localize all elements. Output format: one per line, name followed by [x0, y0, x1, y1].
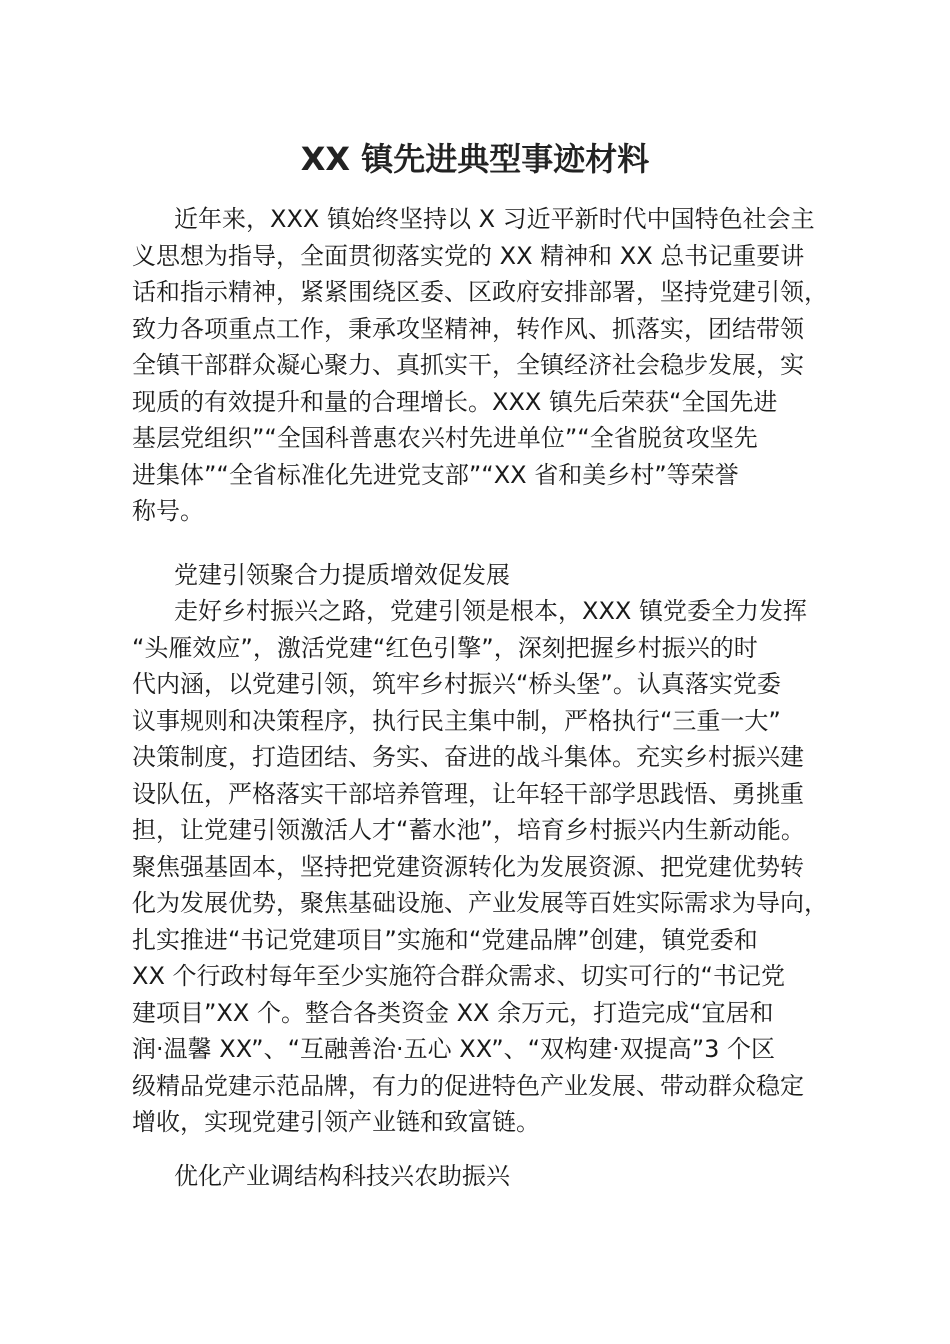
- intro-line: 义思想为指导，全面贯彻落实党的 XX 精神和 XX 总书记重要讲: [132, 241, 805, 270]
- body-line: 扎实推进“书记党建项目”实施和“党建品牌”创建，镇党委和: [132, 925, 758, 954]
- section-heading-text: 优化产业调结构科技兴农助振兴: [174, 1162, 510, 1190]
- body-line: “头雁效应”，激活党建“红色引擎”，深刻把握乡村振兴的时: [132, 633, 758, 662]
- intro-line: 全镇干部群众凝心聚力、真抓实干，全镇经济社会稳步发展，实: [132, 351, 804, 379]
- body-line: 润·温馨 XX”、“互融善治·五心 XX”、“双构建·双提高”3 个区: [132, 1035, 776, 1063]
- body-line: 聚焦强基固本，坚持把党建资源转化为发展资源、把党建优势转: [132, 852, 804, 881]
- document-title: XX 镇先进典型事迹材料: [300, 140, 650, 178]
- intro-paragraph: [132, 201, 872, 530]
- intro-line: 现质的有效提升和量的合理增长。XXX 镇先后荣获“全国先进: [132, 387, 778, 416]
- intro-line: 进集体”“全省标准化先进党支部”“XX 省和美乡村”等荣誉: [132, 460, 739, 489]
- body-line: 级精品党建示范品牌，有力的促进特色产业发展、带动群众稳定: [132, 1071, 804, 1100]
- intro-line: 致力各项重点工作，秉承攻坚精神，转作风、抓落实，团结带领: [132, 314, 804, 343]
- intro-line: 基层党组织”“全国科普惠农兴村先进单位”“全省脱贫攻坚先: [132, 424, 758, 452]
- body-line: 代内涵，以党建引领，筑牢乡村振兴“桥头堡”。认真落实党委: [132, 670, 781, 698]
- body-line: 决策制度，打造团结、务实、奋进的战斗集体。充实乡村振兴建: [132, 743, 804, 771]
- section-heading-party-building: [132, 557, 872, 594]
- section-body-party-building: [132, 593, 872, 1141]
- body-line: 担，让党建引领激活人才“蓄水池”，培育乡村振兴内生新动能。: [132, 816, 805, 844]
- body-line: 走好乡村振兴之路，党建引领是根本，XXX 镇党委全力发挥: [174, 597, 807, 625]
- section-heading-industry: [132, 1158, 872, 1195]
- body-line: 增收，实现党建引领产业链和致富链。: [132, 1108, 540, 1136]
- body-line: 化为发展优势，聚焦基础设施、产业发展等百姓实际需求为导向，: [132, 889, 828, 917]
- body-line: XX 个行政村每年至少实施符合群众需求、切实可行的“书记党: [132, 962, 785, 990]
- section-heading-text: 党建引领聚合力提质增效促发展: [174, 561, 510, 589]
- intro-line: 近年来，XXX 镇始终坚持以 X 习近平新时代中国特色社会主: [174, 205, 815, 233]
- intro-line: 称号。: [132, 497, 204, 525]
- body-line: 建项目”XX 个。整合各类资金 XX 余万元，打造完成“宜居和: [132, 998, 774, 1027]
- intro-line: 话和指示精神，紧紧围绕区委、区政府安排部署，坚持党建引领，: [132, 278, 828, 306]
- body-line: 议事规则和决策程序，执行民主集中制，严格执行“三重一大”: [132, 706, 781, 735]
- body-line: 设队伍，严格落实干部培养管理，让年轻干部学思践悟、勇挑重: [132, 779, 804, 808]
